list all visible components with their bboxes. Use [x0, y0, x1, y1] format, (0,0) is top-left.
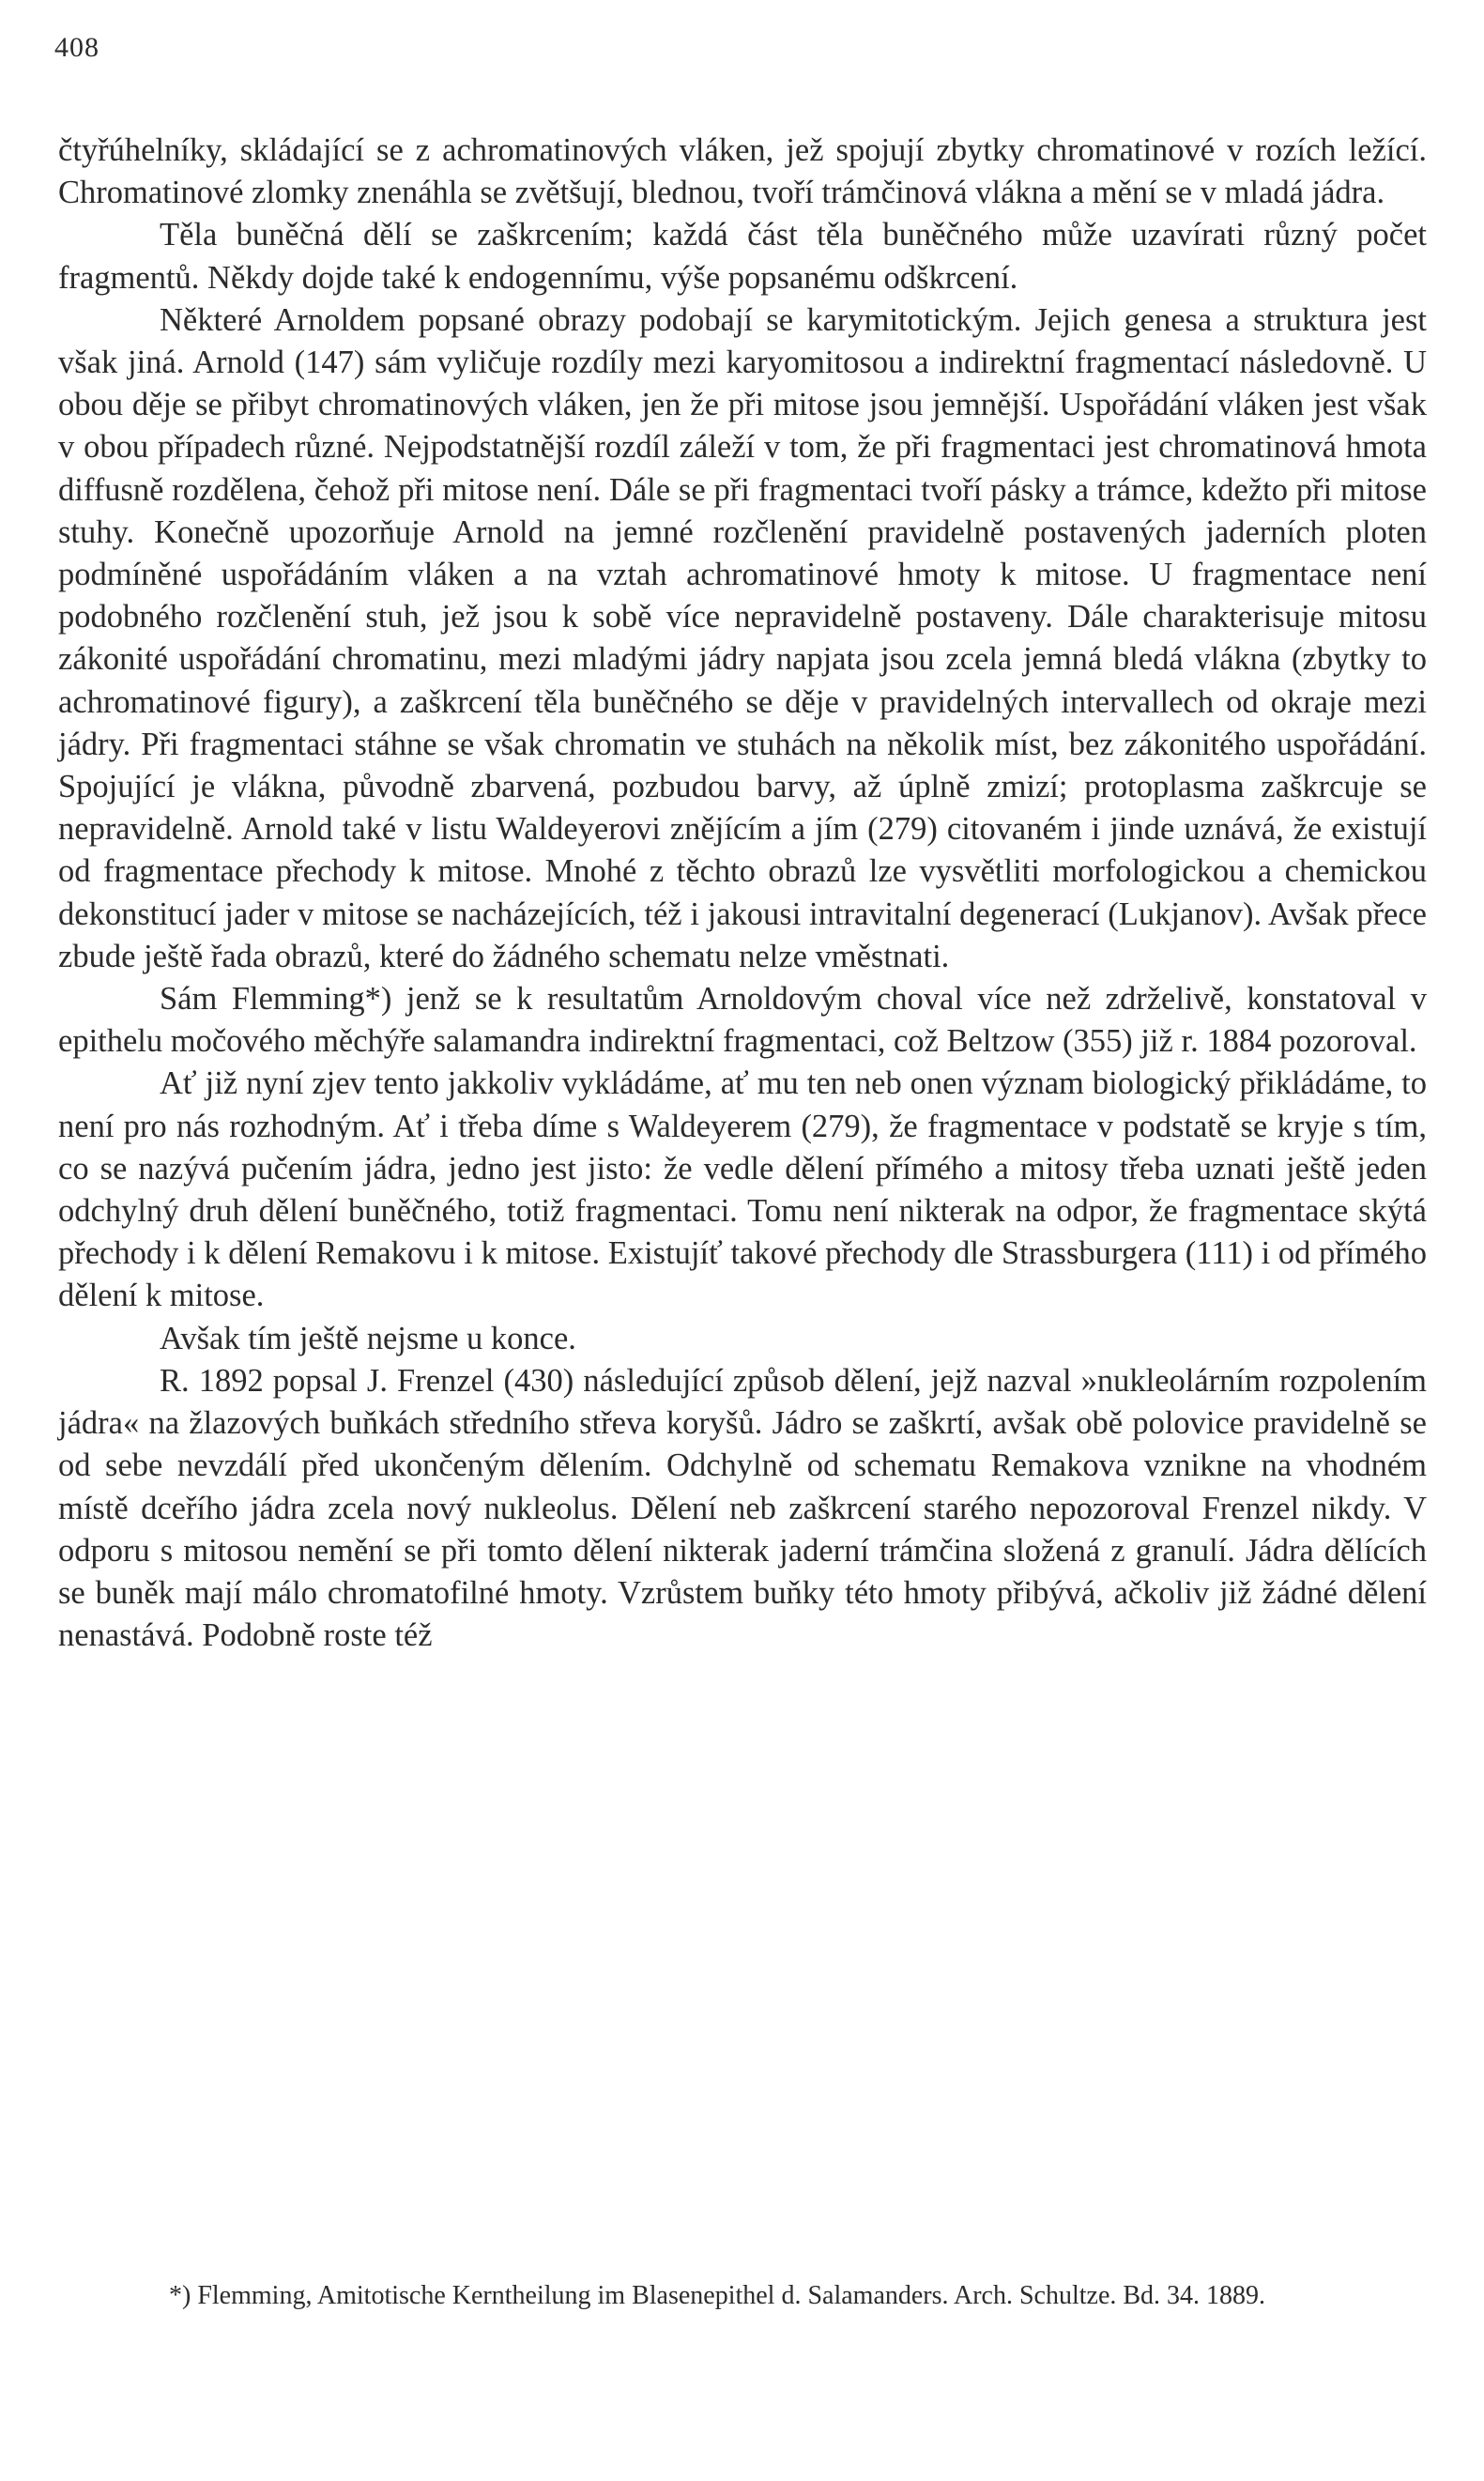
footnote: *) Flemming, Amitotische Kerntheilung im Blasenepithel d. Salamanders. Arch. Schultze. Bd. 34. 1889.: [169, 2281, 1266, 2310]
paragraph: Těla buněčná dělí se zaškrcením; každá část těla buněčného může uzavírati různý počet fragmentů. Někdy dojde také k endogennímu, výše popsanému odškrcení.: [58, 217, 1427, 296]
paragraph: Některé Arnoldem popsané obrazy podobají se karymitotickým. Jejich genesa a struktura jest však jiná. Arnold (147) sám vyličuje rozdíly mezi karyomitosou a indirektní fragmentací následovně. U obou děje se přibyt chromatinových vláken, jen že při mitose jsou jemnější. Uspořádání vláken jest však v obou případech různé. Nejpodstatnější rozdíl záleží v tom, že při fragmentaci jest chromatinová hmota diffusně rozdělena, čehož při mitose není. Dále se při fragmentaci tvoří pásky a trámce, kdežto při mitose stuhy. Konečně upozorňuje Arnold na jemné rozčlenění pravidelně postavených jaderních ploten podmíněné uspořádáním vláken a na vztah achromatinové hmoty k mitose. U fragmentace není podobného rozčlenění stuh, jež jsou k sobě více nepravidelně postaveny. Dále charakterisuje mitosu zákonité uspořádání chromatinu, mezi mladými jádry napjata jsou zcela jemná bledá vlákna (zbytky to achromatinové figury), a zaškrcení těla buněčného se děje v pravidelných intervallech od okraje mezi jádry. Při fragmentaci stáhne se však chromatin ve stuhách na několik míst, bez zákonitého uspořádání. Spojující je vlákna, původně zbarvená, pozbudou barvy, až úplně zmizí; protoplasma zaškrcuje se nepravidelně. Arnold také v listu Waldeyerovi znějícím a jím (279) citovaném i jinde uznává, že existují od fragmentace přechody k mitose. Mnohé z těchto obrazů lze vysvětliti morfologickou a chemickou dekonstitucí jader v mitose se nacházejících, též i jakousi intravitalní degenerací (Lukjanov). Avšak přece zbude ještě řada obrazů, které do žádného schematu nelze vměstnati.: [58, 301, 1427, 974]
page-number: 408: [54, 32, 99, 63]
paragraph: R. 1892 popsal J. Frenzel (430) následující způsob dělení, jejž nazval »nukleolárním rozpolením jádra« na žlazových buňkách středního střeva koryšů. Jádro se zaškrtí, avšak obě polovice pravidelně se od sebe nevzdálí před ukončeným dělením. Odchylně od schematu Remakova vznikne na vhodném místě dceřího jádra zcela nový nukleolus. Dělení neb zaškrcení starého nepozoroval Frenzel nikdy. V odporu s mitosou nemění se při tomto dělení nikterak jaderní trámčina složená z granulí. Jádra dělících se buněk mají málo chromatofilné hmoty. Vzrůstem buňky této hmoty přibývá, ačkoliv již žádné dělení nenastává. Podobně roste též: [58, 1362, 1427, 1654]
body-text: [58, 130, 1427, 1657]
paragraph: Sám Flemming*) jenž se k resultatům Arnoldovým choval více než zdrželivě, konstatoval v epithelu močového měchýře salamandra indirektní fragmentaci, což Beltzow (355) již r. 1884 pozoroval.: [58, 981, 1427, 1060]
paragraph: Avšak tím ještě nejsme u konce.: [160, 1320, 576, 1356]
paragraph: čtyřúhelníky, skládající se z achromatinových vláken, jež spojují zbytky chromatinové v rozích ležící. Chromatinové zlomky znenáhla se zvětšují, blednou, tvoří trámčinová vlákna a mění se v mladá jádra.: [58, 132, 1427, 211]
paragraph: Ať již nyní zjev tento jakkoliv vykládáme, ať mu ten neb onen význam biologický přikládáme, to není pro nás rozhodným. Ať i třeba díme s Waldeyerem (279), že fragmentace v podstatě se kryje s tím, co se nazývá pučením jádra, jedno jest jisto: že vedle dělení přímého a mitosy třeba uznati ještě jeden odchylný druh dělení buněčného, totiž fragmentaci. Tomu není nikterak na odpor, že fragmentace skýtá přechody i k dělení Remakovu i k mitose. Existujíť takové přechody dle Strassburgera (111) i od přímého dělení k mitose.: [58, 1065, 1427, 1314]
